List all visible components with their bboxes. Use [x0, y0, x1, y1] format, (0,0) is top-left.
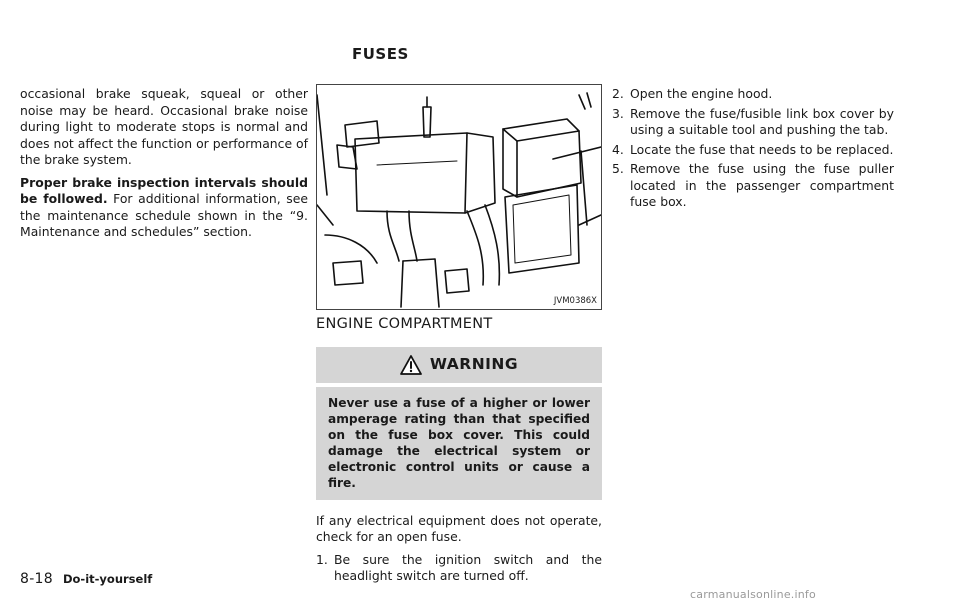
step-text: Locate the fuse that needs to be replaced.: [630, 141, 894, 157]
step-text: Remove the fuse/fusible link box cover by using a suitable tool and pushing the tab.: [630, 105, 894, 137]
step-text: Be sure the ignition switch and the headlight switch are turned off.: [334, 551, 602, 583]
engine-compartment-figure: [316, 84, 602, 310]
step-number: 5.: [612, 161, 624, 176]
section-title: FUSES: [352, 45, 409, 63]
inspection-text: For additional information, see the maintenance schedule shown in the “9. Maintenance and schedules” section.: [20, 191, 308, 239]
warning-title: WARNING: [429, 355, 519, 374]
warning-header: [316, 347, 602, 383]
inspection-paragraph: [20, 175, 308, 241]
left-column: [20, 86, 308, 247]
list-item: [612, 161, 894, 211]
list-item: [612, 142, 894, 159]
warning-text: Never use a fuse of a higher or lower amperage rating than that specified on the fuse box cover. This could damage the electrical system or electronic control units or cause a fire.: [316, 387, 602, 500]
step-text: Remove the fuse using the fuse puller located in the passenger compartment fuse box.: [630, 161, 894, 209]
engine-compartment-heading: ENGINE COMPARTMENT: [316, 316, 493, 332]
brake-noise-paragraph: occasional brake squeak, squeal or other noise may be heard. Occasional brake noise during light to moderate stops is normal and does not affect the function or performance of the brake system.: [20, 86, 308, 167]
steps-list-part1: [316, 552, 602, 585]
right-column: [612, 86, 894, 214]
page-footer: [20, 571, 152, 587]
open-fuse-intro: If any electrical equipment does not operate, check for an open fuse.: [316, 512, 602, 544]
steps-list-part2: [612, 86, 894, 211]
list-item: [612, 86, 894, 103]
inspection-lead: Proper brake inspection intervals should be followed.: [20, 174, 308, 206]
engine-illustration: [317, 85, 601, 309]
step-number: 3.: [612, 105, 624, 121]
chapter-name: Do-it-yourself: [62, 572, 153, 586]
warning-triangle-icon: [400, 355, 422, 375]
page-number: 8-18: [20, 571, 53, 587]
figure-code: JVM0386X: [553, 296, 597, 306]
list-item: [612, 106, 894, 139]
step-text: Open the engine hood.: [630, 86, 773, 101]
middle-column: [316, 316, 602, 588]
step-number: 2.: [612, 86, 624, 101]
watermark[interactable]: carmanualsonline.info: [690, 588, 816, 601]
step-number: 4.: [612, 141, 624, 157]
step-number: 1.: [316, 551, 328, 567]
list-item: [316, 552, 602, 585]
